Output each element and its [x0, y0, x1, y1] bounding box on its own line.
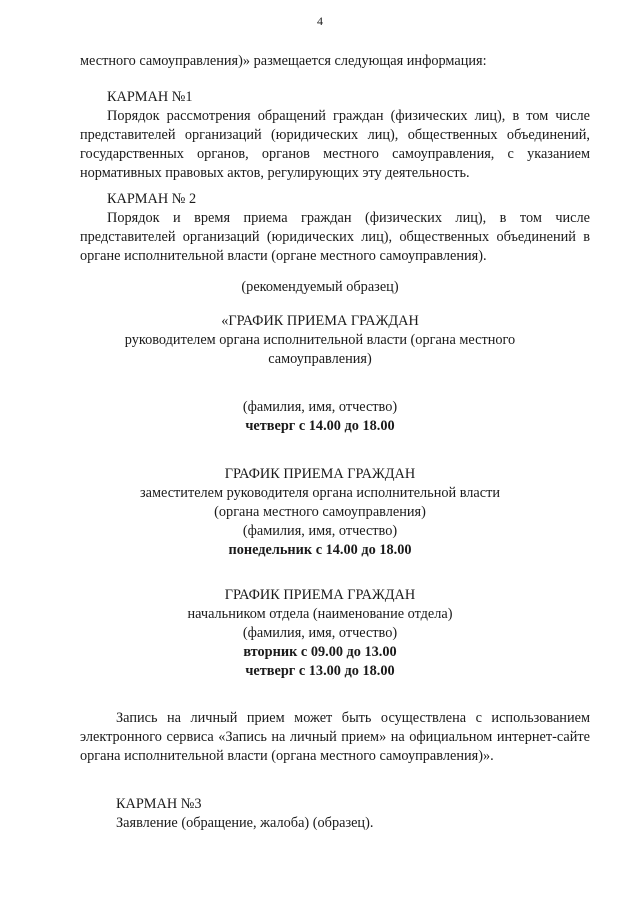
pocket2-text: Порядок и время приема граждан (физических лиц), в том числе представителей организаций (юридических лиц), общественных объединений в органе исполнительной власти (органе местного самоуправления). — [80, 210, 590, 264]
pocket2-heading: КАРМАН № 2 — [107, 191, 197, 207]
schedule1-block — [0, 312, 640, 369]
schedule1-line1: руководителем органа исполнительной власти (органа местного — [124, 332, 516, 348]
sample-note: (рекомендуемый образец) — [241, 279, 399, 295]
intro-line: местного самоуправления)» размещается следующая информация: — [80, 53, 487, 69]
pocket3-heading: КАРМАН №3 — [116, 796, 202, 812]
schedule2-title: ГРАФИК ПРИЕМА ГРАЖДАН — [224, 466, 416, 482]
schedule1-details — [0, 398, 640, 436]
schedule1-title: «ГРАФИК ПРИЕМА ГРАЖДАН — [221, 313, 419, 329]
schedule2-line2: (органа местного самоуправления) — [214, 504, 426, 520]
schedule2-fio: (фамилия, имя, отчество) — [242, 523, 398, 539]
schedule2-line1: заместителем руководителя органа исполнительной власти — [139, 485, 501, 501]
schedule3-fio: (фамилия, имя, отчество) — [242, 625, 398, 641]
page-number: 4 — [317, 14, 323, 28]
schedule3-time2: четверг с 13.00 до 18.00 — [245, 663, 395, 679]
schedule2-block — [0, 465, 640, 560]
schedule3-title: ГРАФИК ПРИЕМА ГРАЖДАН — [224, 587, 416, 603]
pocket3-text: Заявление (обращение, жалоба) (образец). — [116, 815, 374, 831]
schedule1-fio: (фамилия, имя, отчество) — [242, 399, 398, 415]
schedule1-time1: четверг с 14.00 до 18.00 — [245, 418, 395, 434]
schedule2-time1: понедельник с 14.00 до 18.00 — [228, 542, 412, 558]
schedule1-line2: самоуправления) — [268, 351, 372, 367]
schedule3-time1: вторник с 09.00 до 13.00 — [243, 644, 397, 660]
pocket1-heading: КАРМАН №1 — [107, 89, 193, 105]
pocket1-text: Порядок рассмотрения обращений граждан (физических лиц), в том числе представителей организаций (юридических лиц), общественных объединений, государственных органов, органов местного самоуправления, с указанием нормативных правовых актов, регулирующих эту деятельность. — [80, 108, 590, 181]
schedule3-line1: начальником отдела (наименование отдела) — [187, 606, 453, 622]
schedule3-block — [0, 586, 640, 681]
online-note: Запись на личный прием может быть осуществлена с использованием электронного сервиса «Запись на личный прием» на официальном интернет-сайте органа исполнительной власти (органа местного самоуправления)». — [80, 710, 590, 764]
